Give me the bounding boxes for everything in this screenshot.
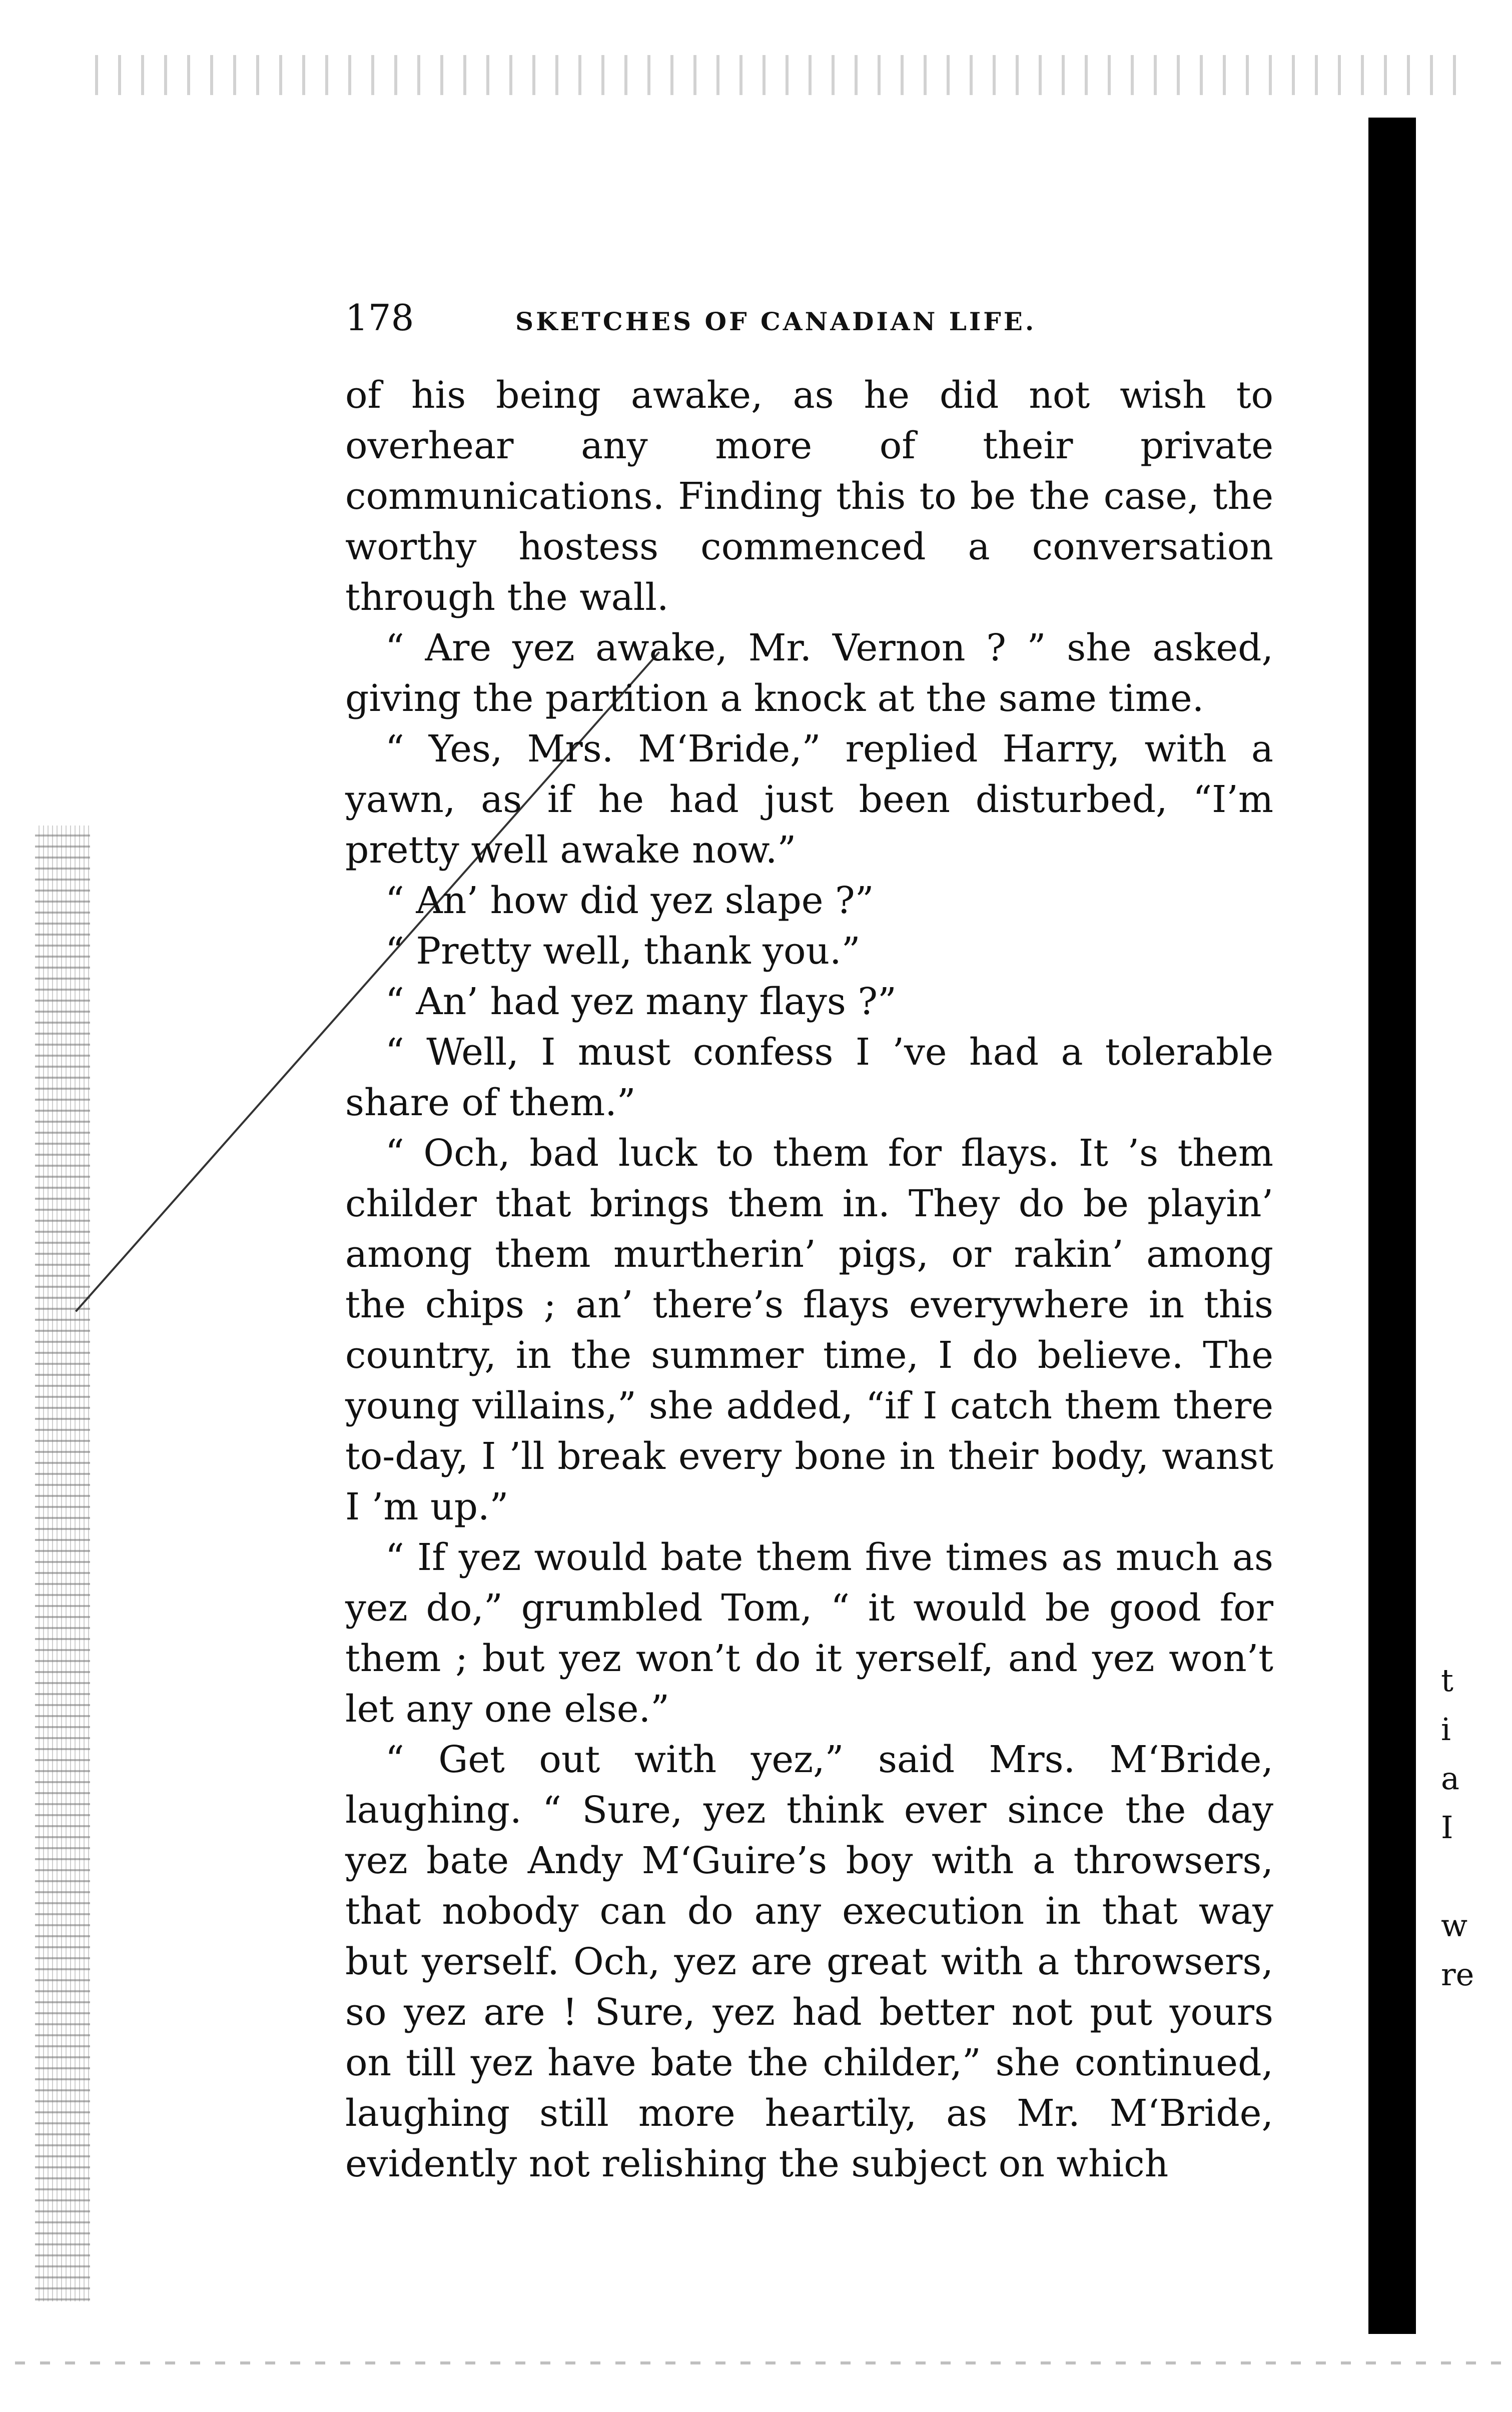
paragraph: “ Pretty well, thank you.” (385, 930, 861, 973)
fragment-line: w (1441, 1907, 1468, 1944)
paragraph: “ Well, I must confess I ’ve had a tolerable share of them.” (345, 1031, 1273, 1124)
paragraph: of his being awake, as he did not wish to overhear any more of their private communications. Finding this to be the case, the worthy hostess commenced a conversation through the wall. (345, 374, 1273, 619)
paragraph: “ Are yez awake, Mr. Vernon ? ” she asked, giving the partition a knock at the same time. (345, 626, 1273, 720)
fragment-line: I (1441, 1809, 1453, 1846)
fragment-line: re (1441, 1956, 1474, 1993)
page-number: 178 (345, 297, 414, 339)
paragraph: “ Yes, Mrs. M‘Bride,” replied Harry, with a yawn, as if he had just been disturbed, “I’m pretty well awake now.” (345, 727, 1273, 872)
scan-noise-bottom (0, 2361, 1512, 2364)
page-header (345, 293, 1126, 343)
paragraph: “ If yez would bate them five times as much as yez do,” grumbled Tom, “ it would be good for them ; but yez won’t do it yerself, and yez won’t let any one else.” (345, 1536, 1273, 1731)
fragment-line (1441, 1852, 1501, 1901)
paragraph: “ Get out with yez,” said Mrs. M‘Bride, laughing. “ Sure, yez think ever since the day yez bate Andy M‘Guire’s boy with a throwsers, that nobody can do any execution in that way but yerself. Och, yez are great with a throwsers, so yez are ! Sure, yez had better not put yours on till yez have bate the childer,” she continued, laughing still more heartily, as Mr. M‘Bride, evidently not relishing the subject on which (345, 1738, 1273, 2185)
body-text (345, 370, 1273, 2189)
fragment-line: a (1441, 1760, 1459, 1797)
paragraph: “ An’ had yez many flays ?” (385, 980, 897, 1023)
facing-page-fragment (1441, 1656, 1501, 1999)
fragment-line: t (1441, 1662, 1453, 1699)
fragment-line: i (1441, 1711, 1451, 1748)
running-head: SKETCHES OF CANADIAN LIFE. (515, 307, 1037, 336)
paragraph: “ An’ how did yez slape ?” (385, 879, 874, 922)
scan-noise-top (75, 55, 1466, 95)
paragraph: “ Och, bad luck to them for flays. It ’s them childer that brings them in. They do be playin’ among them murtherin’ pigs, or rakin’ among the chips ; an’ there’s flays everywhere in this country, in the summer time, I do believe. The young villains,” she added, “if I catch them there to-day, I ’ll break every bone in their body, wanst I ’m up.” (345, 1132, 1273, 1528)
page-edge-shadow (1368, 118, 1416, 2334)
scan-noise-gutter (35, 826, 90, 2301)
